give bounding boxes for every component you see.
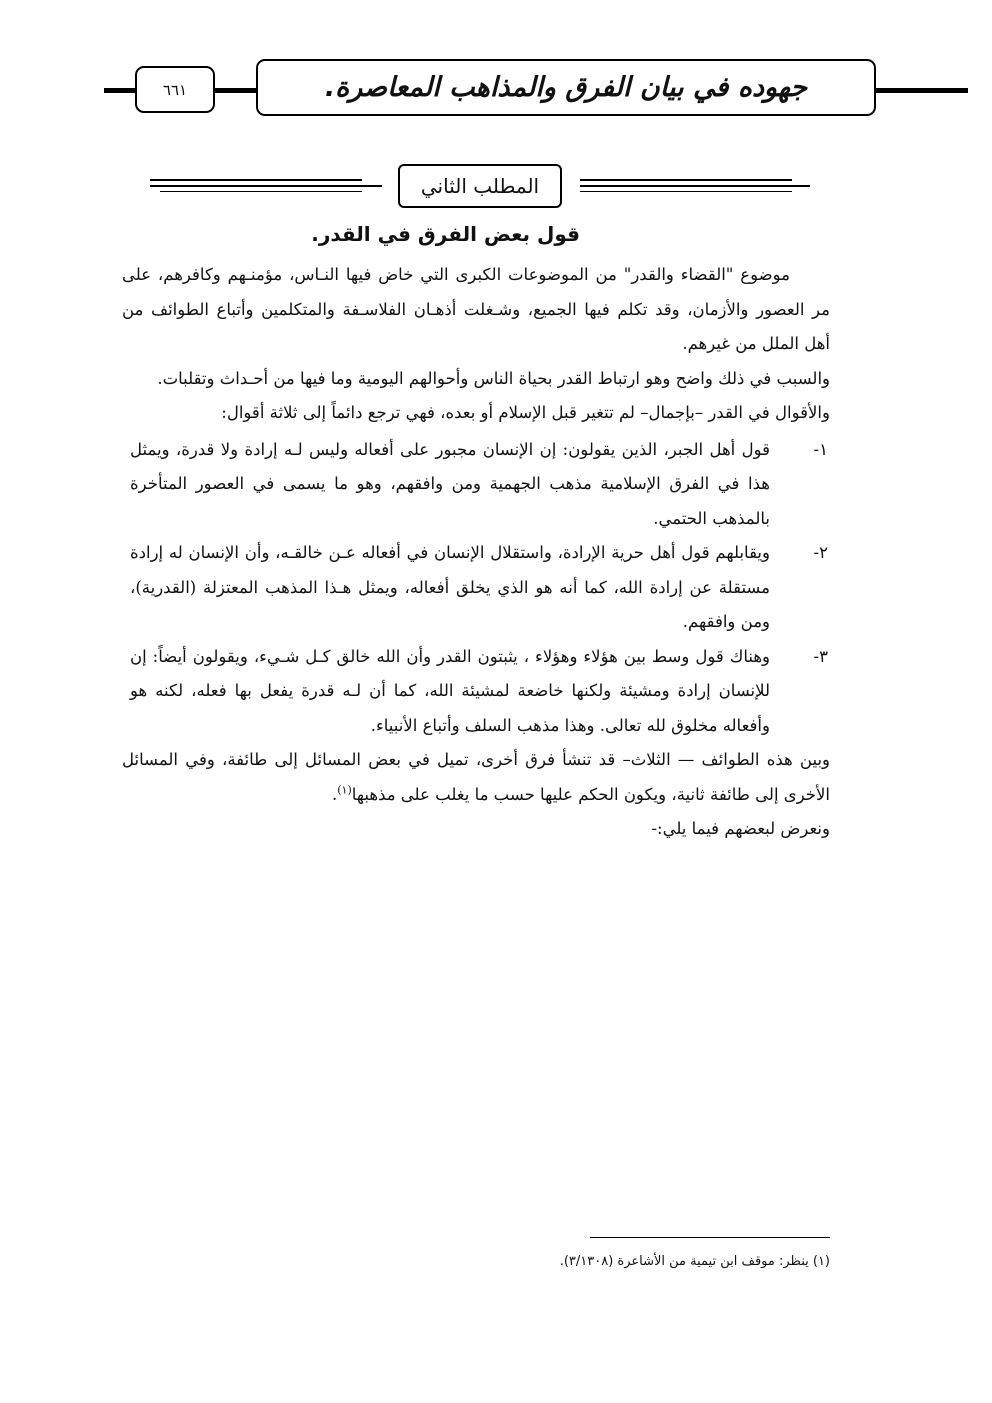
section-rule-right-2 [580, 185, 810, 187]
list-item-text: وهناك قول وسط بين هؤلاء وهؤلاء ، يثبتون القدر وأن الله خالق كـل شـيء، ويقولون أيضاً: إن للإنسان إرادة ومشيئة ولكنها خاضعة لمشيئة الله، كما أن لـه قدرة يفعل بها فعله، لكنه هو وأفعاله مخلوق لله تعالى. وهذا مذهب السلف وأتباع الأنبياء. [130, 646, 770, 735]
running-header-box [256, 59, 876, 116]
list-item [122, 536, 830, 640]
section-rule-left-2 [150, 185, 382, 187]
list-item [122, 433, 830, 537]
page-number: ٦٦١ [162, 80, 188, 99]
section-heading: قول بعض الفرق في القدر. [311, 222, 580, 246]
list-item [122, 640, 830, 744]
list-item-number: ٣- [813, 646, 828, 666]
section-label-box [398, 164, 562, 208]
list-item-text: قول أهل الجبر، الذين يقولون: إن الإنسان مجبور على أفعاله وليس لـه إرادة ولا قدرة، ويمثل هذا في الفرق الإسلامية مذهب الجهمية ومن وافقهم، وهو ما يسمى في العصور المتأخرة بالمذهب الحتمي. [130, 439, 770, 528]
paragraph-closing-1 [122, 743, 830, 812]
paragraph-intro-3: والأقوال في القدر –بإجمال– لم تتغير قبل الإسلام أو بعده، فهي ترجع دائماً إلى ثلاثة أقوال: [221, 403, 830, 422]
closing-text: وبين هذه الطوائف — الثلاث– قد تنشأ فرق أخرى، تميل في بعض المسائل إلى طائفة، وفي المسائل الأخرى إلى طائفة ثانية، ويكون الحكم عليها حسب ما يغلب على مذهبها [122, 750, 830, 804]
footnote-marker[interactable]: (١) [337, 783, 352, 796]
list-item-number: ١- [813, 439, 828, 459]
running-header-title: جهوده في بيان الفرق والمذاهب المعاصرة. [324, 72, 808, 103]
paragraph-intro-1: موضوع "القضاء والقدر" من الموضوعات الكبرى التي خاض فيها النـاس، مؤمنـهم وكافرهم، على مر العصور والأزمان، وقد تكلم فيها الجميع، وشـغلت أذهـان الفلاسـفة والمتكلمين وأتباع الطوائف من أهل الملل من غيرهم. [122, 265, 830, 353]
footnote-rule [590, 1237, 830, 1238]
page-number-box [135, 66, 215, 113]
footnote-text: (١) ينظر: موقف ابن تيمية من الأشاعرة (٣/١٣٠٨). [559, 1254, 830, 1269]
closing-period: . [331, 784, 338, 804]
section-label: المطلب الثاني [420, 174, 540, 198]
body-text [122, 258, 830, 847]
section-rule-right-3 [580, 191, 792, 192]
section-rule-left-1 [150, 179, 362, 181]
paragraph-intro-2: والسبب في ذلك واضح وهو ارتباط القدر بحياة الناس وأحوالهم اليومية وما فيها من أحـداث وتقلبات. [157, 368, 830, 388]
list-item-text: ويقابلهم قول أهل حرية الإرادة، واستقلال الإنسان في أفعاله عـن خالقـه، وأن الإنسان له إرادة مستقلة عن إرادة الله، كما أنه هو الذي يخلق أفعاله، ويمثل هـذا المذهب المعتزلة (القدرية)، ومن وافقهم. [130, 543, 770, 631]
section-rule-left-3 [160, 191, 362, 192]
paragraph-closing-2: ونعرض لبعضهم فيما يلي:- [651, 819, 830, 838]
list-item-number: ٢- [813, 543, 828, 562]
section-rule-right-1 [580, 179, 792, 181]
